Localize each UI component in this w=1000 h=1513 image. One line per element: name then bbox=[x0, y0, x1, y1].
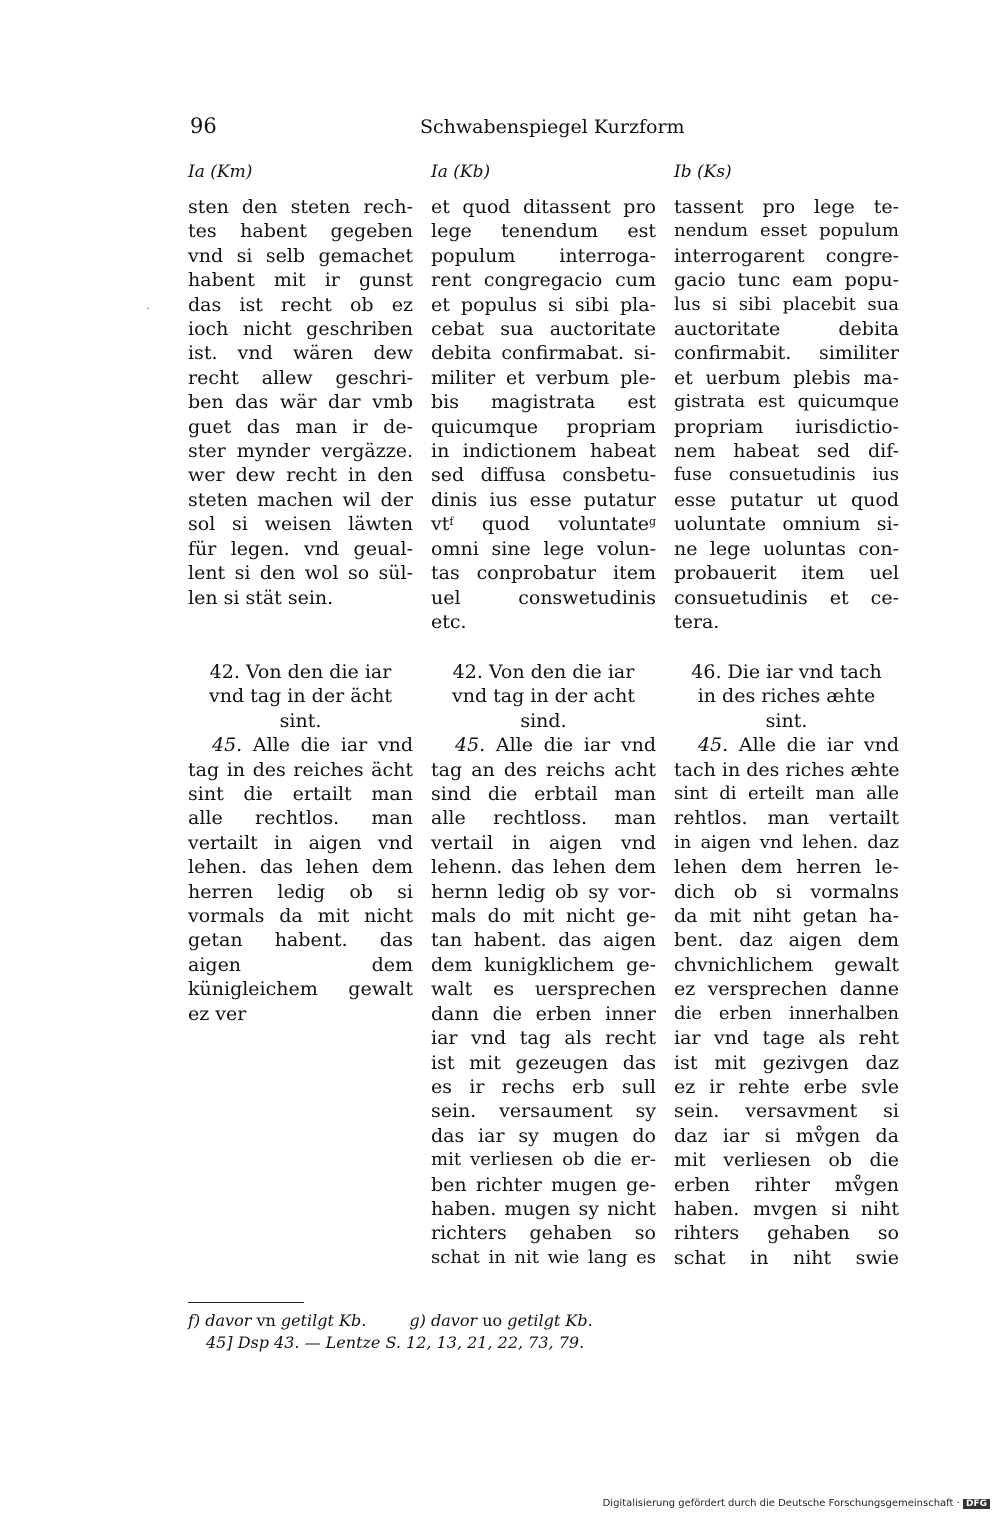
text-line: consuetudinis et ce- bbox=[674, 586, 899, 609]
text-line: recht allew geschri- bbox=[188, 366, 413, 389]
text-line: ez ir rehte erbe svle bbox=[674, 1075, 899, 1098]
text-line: interrogarent congre- bbox=[674, 244, 899, 267]
text-line: tas conprobatur item bbox=[431, 562, 656, 585]
text-line: lehen dem herren le- bbox=[674, 856, 899, 879]
text-line: fuse consuetudinis ius bbox=[674, 464, 899, 486]
text-line: ist mit gezeugen das bbox=[431, 1051, 656, 1074]
section-heading-line: sind. bbox=[520, 709, 567, 732]
text-line: sten den steten rech- bbox=[188, 196, 413, 218]
footnote-ref-f: f bbox=[449, 515, 454, 529]
text-line: dinis ius esse putatur bbox=[431, 488, 656, 511]
text-line: ne lege uoluntas con- bbox=[674, 537, 899, 560]
footnote-ref: 45] Dsp 43. — Lentze S. 12, 13, 21, 22, 73, 79. bbox=[206, 1333, 585, 1352]
text-line: für legen. vnd geual- bbox=[188, 537, 413, 560]
text-line: sol si weisen läwten bbox=[188, 513, 413, 536]
text-line: schat in nit wie lang es bbox=[431, 1246, 656, 1268]
stray-mark: ` bbox=[146, 308, 151, 319]
text-line: dem kunigklichem ge- bbox=[431, 953, 656, 976]
text-line: vnd si selb gemachet bbox=[188, 244, 413, 267]
text-line: ben das wär dar vmb bbox=[188, 391, 413, 414]
text-line: mals do mit nicht ge- bbox=[431, 905, 656, 928]
text-line: getan habent. das bbox=[188, 929, 413, 952]
article-first-text: Alle die iar vnd bbox=[495, 734, 656, 757]
text-line: omni sine lege volun- bbox=[431, 537, 656, 560]
text-line: vormals da mit nicht bbox=[188, 905, 413, 928]
text-line: mit verliesen ob die er- bbox=[431, 1149, 656, 1171]
text-line: gistrata est quicumque bbox=[674, 391, 899, 413]
digitization-credit bbox=[603, 1498, 990, 1509]
text-line: rehtlos. man vertailt bbox=[674, 807, 899, 830]
text-line: vertail in aigen vnd bbox=[431, 831, 656, 854]
footnote-ref-g: g bbox=[648, 515, 656, 529]
article-first-text: Alle die iar vnd bbox=[738, 734, 899, 757]
text-line: ez versprechen danne bbox=[674, 978, 899, 1001]
text-line: populum interroga- bbox=[431, 244, 656, 267]
text-line: bis magistrata est bbox=[431, 391, 656, 414]
text-line: lege tenendum est bbox=[431, 220, 656, 243]
text-line: haben. mugen sy nicht bbox=[431, 1197, 656, 1220]
text-line: sein. versaument sy bbox=[431, 1100, 656, 1123]
text-line: guet das man ir de- bbox=[188, 415, 413, 438]
text-line: mit verliesen ob die bbox=[674, 1149, 899, 1172]
text-line: tes habent gegeben bbox=[188, 220, 413, 243]
text-line: tera. bbox=[674, 610, 720, 633]
text-line: tag in des reiches ächt bbox=[188, 758, 413, 781]
text-line: tach in des riches æhte bbox=[674, 758, 900, 781]
text-line: hernn ledig ob sy vor- bbox=[431, 880, 656, 903]
text-line: sein. versavment si bbox=[674, 1100, 899, 1123]
article-number: 45. bbox=[455, 734, 486, 757]
footnote-f-word3: getilgt Kb. bbox=[280, 1311, 367, 1330]
footnote-fg bbox=[188, 1310, 593, 1332]
credit-text: Digitalisierung gefördert durch die Deutsche Forschungsgemeinschaft · bbox=[602, 1498, 960, 1509]
text-line: debita confirmabat. si- bbox=[431, 342, 656, 365]
text-line: sint di erteilt man alle bbox=[674, 783, 899, 805]
text-line: herren ledig ob si bbox=[188, 880, 413, 903]
text-line: haben. mvgen si niht bbox=[674, 1197, 899, 1220]
section-heading-line: sint. bbox=[279, 709, 322, 732]
text-line: dich ob si vormalns bbox=[674, 880, 899, 903]
text-line: richters gehaben so bbox=[431, 1222, 656, 1245]
footnote-f-label: f) bbox=[188, 1311, 201, 1330]
section-heading-line: 42. Von den die iar bbox=[209, 661, 392, 683]
text-line: lehen. das lehen dem bbox=[188, 856, 413, 879]
column-label-ks: Ib (Ks) bbox=[674, 162, 732, 182]
section-heading-line: 42. Von den die iar bbox=[452, 661, 635, 683]
text-line: erben rihter mv̊gen bbox=[674, 1173, 899, 1196]
text-line: schat in niht swie bbox=[674, 1246, 899, 1269]
text-line: militer et verbum ple- bbox=[431, 366, 656, 389]
column-label-km: Ia (Km) bbox=[188, 162, 253, 182]
section-heading-line: vnd tag in der ächt bbox=[208, 685, 393, 708]
article-first-line bbox=[431, 733, 656, 757]
text-line: et populus si sibi pla- bbox=[431, 293, 656, 316]
article-number: 45. bbox=[698, 734, 729, 757]
footnote-rule bbox=[188, 1302, 304, 1303]
text-line: walt es uersprechen bbox=[431, 978, 656, 1001]
text-line: nem habeat sed dif- bbox=[674, 440, 899, 463]
article-first-text: Alle die iar vnd bbox=[252, 734, 413, 757]
text-line: confirmabit. similiter bbox=[674, 342, 899, 365]
article-number: 45. bbox=[212, 734, 243, 757]
column-ks-text bbox=[674, 195, 899, 634]
text-line: et quod ditassent pro bbox=[431, 196, 656, 218]
text-line: len si stät sein. bbox=[188, 586, 334, 609]
dfg-logo: DFG bbox=[963, 1499, 990, 1509]
text-vt: vt bbox=[431, 513, 450, 536]
section-heading-line: vnd tag in der acht bbox=[451, 685, 636, 708]
text-line: ioch nicht geschriben bbox=[188, 318, 413, 341]
text-line: alle rechtloss. man bbox=[431, 807, 656, 830]
column-km-article bbox=[188, 660, 413, 1026]
text-line: das iar sy mugen do bbox=[431, 1124, 656, 1147]
text-line: lus si sibi placebit sua bbox=[674, 293, 899, 315]
section-heading-line: sint. bbox=[765, 709, 808, 732]
text-line: uoluntate omnium si- bbox=[674, 513, 899, 536]
text-line: ben richter mugen ge- bbox=[431, 1173, 656, 1196]
text-line: esse putatur ut quod bbox=[674, 488, 899, 511]
section-heading-line: in des riches æhte bbox=[697, 685, 876, 708]
text-line: in indictionem habeat bbox=[431, 440, 656, 463]
text-line: da mit niht getan ha- bbox=[674, 905, 899, 928]
text-line: alle rechtlos. man bbox=[188, 807, 413, 830]
footnote-f-word1: davor bbox=[205, 1311, 252, 1330]
column-kb-article bbox=[431, 660, 656, 1270]
text-line: in aigen vnd lehen. daz bbox=[674, 831, 899, 853]
text-line: vertailt in aigen vnd bbox=[188, 831, 413, 854]
text-line: nendum esset populum bbox=[674, 220, 899, 242]
text-line: tassent pro lege te- bbox=[674, 196, 899, 218]
text-line: es ir rechs erb sull bbox=[431, 1075, 656, 1098]
text-line: wer dew recht in den bbox=[188, 464, 413, 487]
column-km-text bbox=[188, 195, 413, 610]
footnote-g-word1: davor bbox=[431, 1311, 478, 1330]
text-line: lehenn. das lehen dem bbox=[431, 856, 656, 879]
text-line: das ist recht ob ez bbox=[188, 293, 413, 316]
text-line: rent congregacio cum bbox=[431, 269, 656, 292]
text-line: uel conswetudinis bbox=[431, 586, 656, 609]
text-line: daz iar si mv̊gen da bbox=[674, 1124, 899, 1147]
article-first-line bbox=[674, 733, 899, 757]
text-line: tan habent. das aigen bbox=[431, 929, 656, 952]
footnote-g-label: g) bbox=[409, 1311, 426, 1330]
text-line: ist. vnd wären dew bbox=[188, 342, 413, 365]
text-line: quicumque propriam bbox=[431, 415, 656, 438]
page-header bbox=[0, 114, 1000, 144]
text-line: sind die erbtail man bbox=[431, 783, 656, 806]
text-line: ist mit gezivgen daz bbox=[674, 1051, 899, 1074]
text-line: aigen dem künigleichem gewalt ez ver bbox=[188, 953, 413, 1025]
text-line-footnote-refs bbox=[431, 512, 656, 536]
text-line: habent mit ir gunst bbox=[188, 269, 413, 292]
text-quod-voluntate: quod voluntate bbox=[481, 513, 649, 536]
text-line: sint die ertailt man bbox=[188, 783, 413, 806]
text-line: lent si den wol so sül- bbox=[188, 562, 413, 585]
page-number: 96 bbox=[190, 114, 217, 138]
column-label-kb: Ia (Kb) bbox=[431, 162, 491, 182]
text-line: sed diffusa consbetu- bbox=[431, 464, 656, 487]
text-line: propriam iurisdictio- bbox=[674, 415, 899, 438]
footnotes bbox=[188, 1310, 593, 1354]
footnote-g-word2: uo bbox=[482, 1311, 503, 1330]
footnote-f-word2: vn bbox=[256, 1311, 276, 1330]
text-line: tag an des reichs acht bbox=[431, 758, 656, 781]
text-line: bent. daz aigen dem bbox=[674, 929, 899, 952]
column-kb-text bbox=[431, 195, 656, 634]
text-line: steten machen wil der bbox=[188, 488, 413, 511]
text-line: gacio tunc eam popu- bbox=[674, 269, 899, 292]
text-line: etc. bbox=[431, 610, 467, 633]
text-line: die erben innerhalben bbox=[674, 1002, 899, 1024]
section-heading-line: 46. Die iar vnd tach bbox=[691, 661, 882, 683]
text-line: et uerbum plebis ma- bbox=[674, 366, 899, 389]
column-ks-article bbox=[674, 660, 899, 1270]
text-line: rihters gehaben so bbox=[674, 1222, 899, 1245]
text-line: dann die erben inner bbox=[431, 1002, 656, 1025]
text-line: chvnichlichem gewalt bbox=[674, 953, 899, 976]
article-first-line bbox=[188, 733, 413, 757]
text-line: iar vnd tag als recht bbox=[431, 1027, 656, 1050]
text-line: iar vnd tage als reht bbox=[674, 1027, 899, 1050]
text-line: auctoritate debita bbox=[674, 318, 899, 341]
running-title: Schwabenspiegel Kurzform bbox=[420, 116, 685, 138]
footnote-g-word3: getilgt Kb. bbox=[507, 1311, 593, 1330]
text-line: ster mynder vergäzze. bbox=[188, 440, 413, 463]
text-line: cebat sua auctoritate bbox=[431, 318, 656, 341]
text-line: probauerit item uel bbox=[674, 562, 899, 585]
